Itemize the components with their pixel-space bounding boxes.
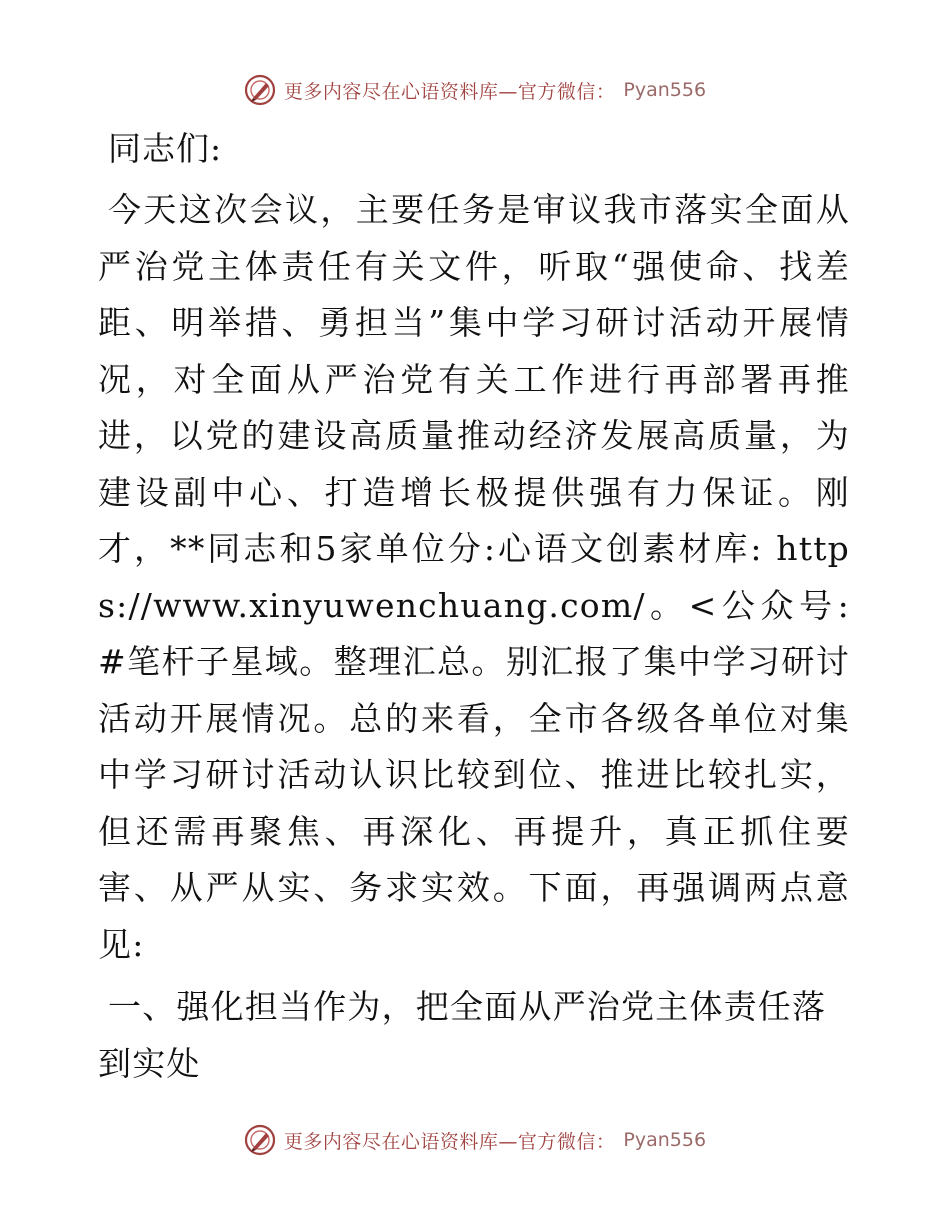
watermark-text: 更多内容尽在心语资料库—官方微信： <box>283 80 616 103</box>
greeting: 同志们: <box>108 129 223 168</box>
pen-logo-icon <box>244 1124 276 1156</box>
watermark-wechat-id: Pyan556 <box>623 1129 707 1151</box>
watermark-wechat-id: Pyan556 <box>623 79 707 101</box>
body-paragraph: 今天这次会议，主要任务是审议我市落实全面从严治党主体责任有关文件，听取“强使命、找差距、明举措、勇担当”集中学习研讨活动开展情况，对全面从严治党有关工作进行再部署再推进，以党的建设高质量推动经济发展高质量，为建设副中心、打造增长极提供强有力保证。刚才，**同志和5家单位分:心语文创素材库: https://www.xinyuwenchuang.com/。<公众号: #笔杆子星域。整理汇总。别汇报了集中学习研讨活动开展情况。总的来看，全市各级各单位对集中学习研讨活动认识比较到位、推进比较扎实，但还需再聚焦、再深化、再提升，真正抓住要害、从严从实、务求实效。下面，再强调两点意见: <box>98 190 850 964</box>
header-watermark <box>0 70 950 110</box>
footer-watermark <box>0 1120 950 1160</box>
pen-logo-icon <box>244 74 276 106</box>
section-heading: 一、强化担当作为，把全面从严治党主体责任落到实处 <box>98 987 827 1083</box>
watermark-text: 更多内容尽在心语资料库—官方微信： <box>283 1130 616 1153</box>
document-body <box>98 122 850 1092</box>
